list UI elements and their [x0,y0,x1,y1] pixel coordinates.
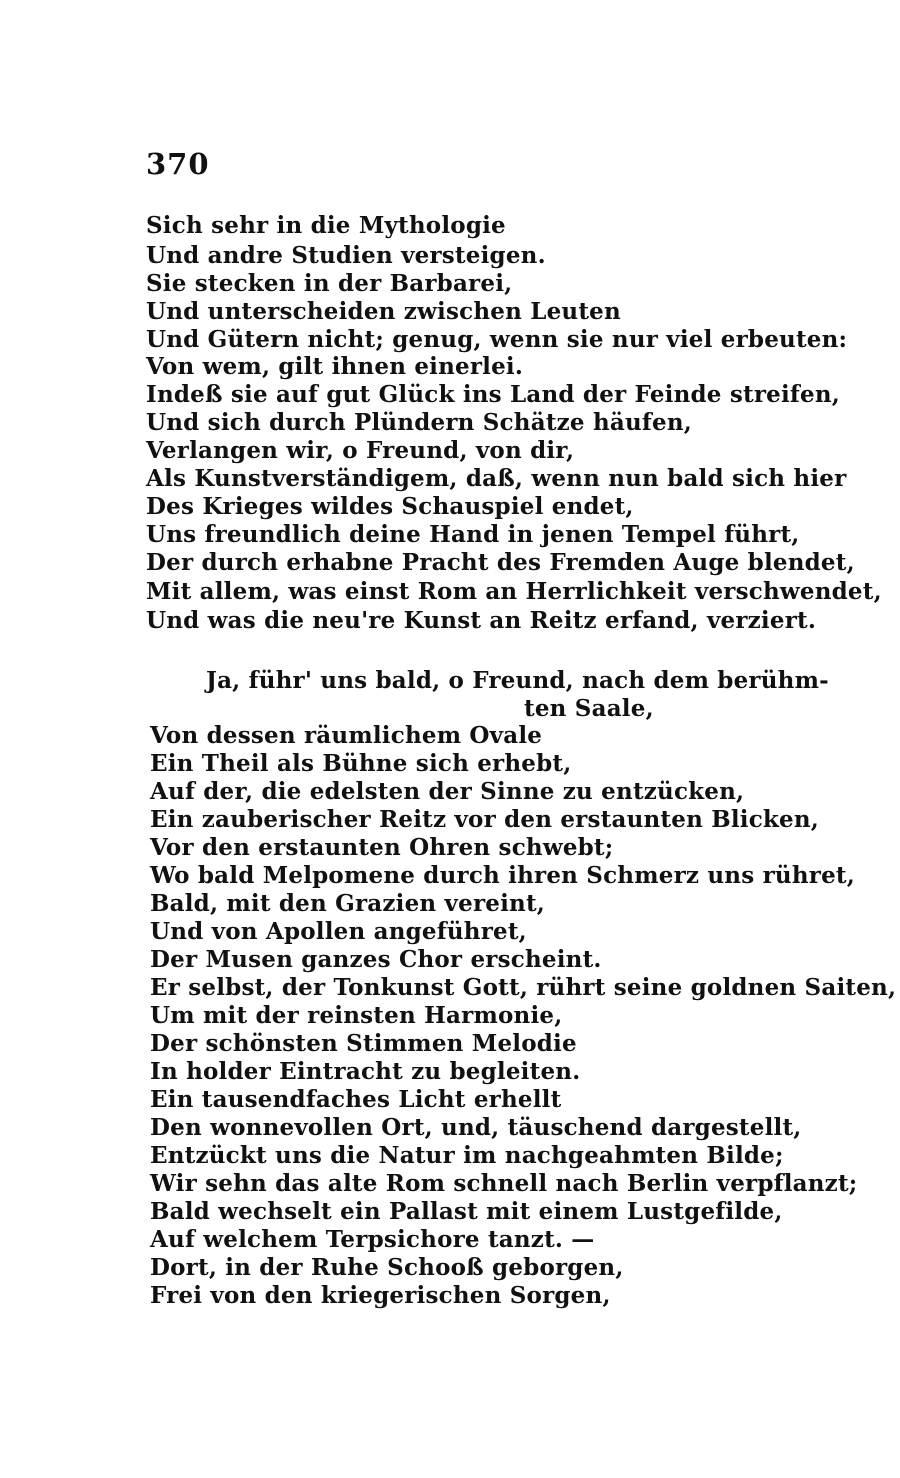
verse-line: Indeß sie auf gut Glück ins Land der Feinde streifen, [146,381,840,408]
verse-line: In holder Eintracht zu begleiten. [150,1058,581,1085]
verse-line: Wir sehn das alte Rom schnell nach Berlin verpflanzt; [150,1170,858,1197]
verse-line: Des Krieges wildes Schauspiel endet, [146,493,634,520]
verse-line: Vor den erstaunten Ohren schwebt; [150,834,614,861]
verse-line: Und sich durch Plündern Schätze häufen, [146,409,692,436]
verse-line: Frei von den kriegerischen Sorgen, [150,1282,611,1309]
page-number: 370 [146,147,210,181]
verse-line: Und von Apollen angeführet, [150,918,527,945]
verse-line: Bald wechselt ein Pallast mit einem Lustgefilde, [150,1198,783,1225]
verse-line: Verlangen wir, o Freund, von dir, [146,437,575,464]
verse-line: Wo bald Melpomene durch ihren Schmerz uns rühret, [150,862,855,889]
verse-line: Und unterscheiden zwischen Leuten [146,298,621,325]
verse-line: Und was die neu're Kunst an Reitz erfand, verziert. [146,607,817,634]
verse-line: Uns freundlich deine Hand in jenen Tempel führt, [146,521,800,548]
verse-line: Den wonnevollen Ort, und, täuschend dargestellt, [150,1114,802,1141]
verse-line: Entzückt uns die Natur im nachgeahmten Bilde; [150,1142,784,1169]
verse-line: Auf welchem Terpsichore tanzt. — [150,1226,595,1253]
verse-line: Von dessen räumlichem Ovale [150,722,543,749]
verse-line: Als Kunstverständigem, daß, wenn nun bald sich hier [146,465,847,492]
verse-line: Von wem, gilt ihnen einerlei. [146,353,524,380]
verse-line: Ein zauberischer Reitz vor den erstaunten Blicken, [150,806,820,833]
verse-line: Bald, mit den Grazien vereint, [150,890,545,917]
verse-line: Sie stecken in der Barbarei, [146,270,513,297]
verse-line: Mit allem, was einst Rom an Herrlichkeit verschwendet, [146,578,882,605]
stanza-2-opening-line-continuation: ten Saale, [524,695,654,722]
verse-line: Sich sehr in die Mythologie [146,212,506,239]
verse-line: Dort, in der Ruhe Schooß geborgen, [150,1254,624,1281]
verse-line: Der durch erhabne Pracht des Fremden Auge blendet, [146,549,855,576]
verse-line: Der schönsten Stimmen Melodie [150,1030,577,1057]
verse-line: Ein Theil als Bühne sich erhebt, [150,750,572,777]
verse-line: Auf der, die edelsten der Sinne zu entzücken, [150,778,745,805]
verse-line: Ein tausendfaches Licht erhellt [150,1086,562,1113]
verse-line: Der Musen ganzes Chor erscheint. [150,946,602,973]
stanza-2-opening-line: Ja, führ' uns bald, o Freund, nach dem berühm- [206,667,829,694]
verse-line: Er selbst, der Tonkunst Gott, rührt seine goldnen Saiten, [150,974,897,1001]
verse-line: Um mit der reinsten Harmonie, [150,1002,563,1029]
verse-line: Und Gütern nicht; genug, wenn sie nur viel erbeuten: [146,326,848,353]
verse-line: Und andre Studien versteigen. [146,242,546,269]
